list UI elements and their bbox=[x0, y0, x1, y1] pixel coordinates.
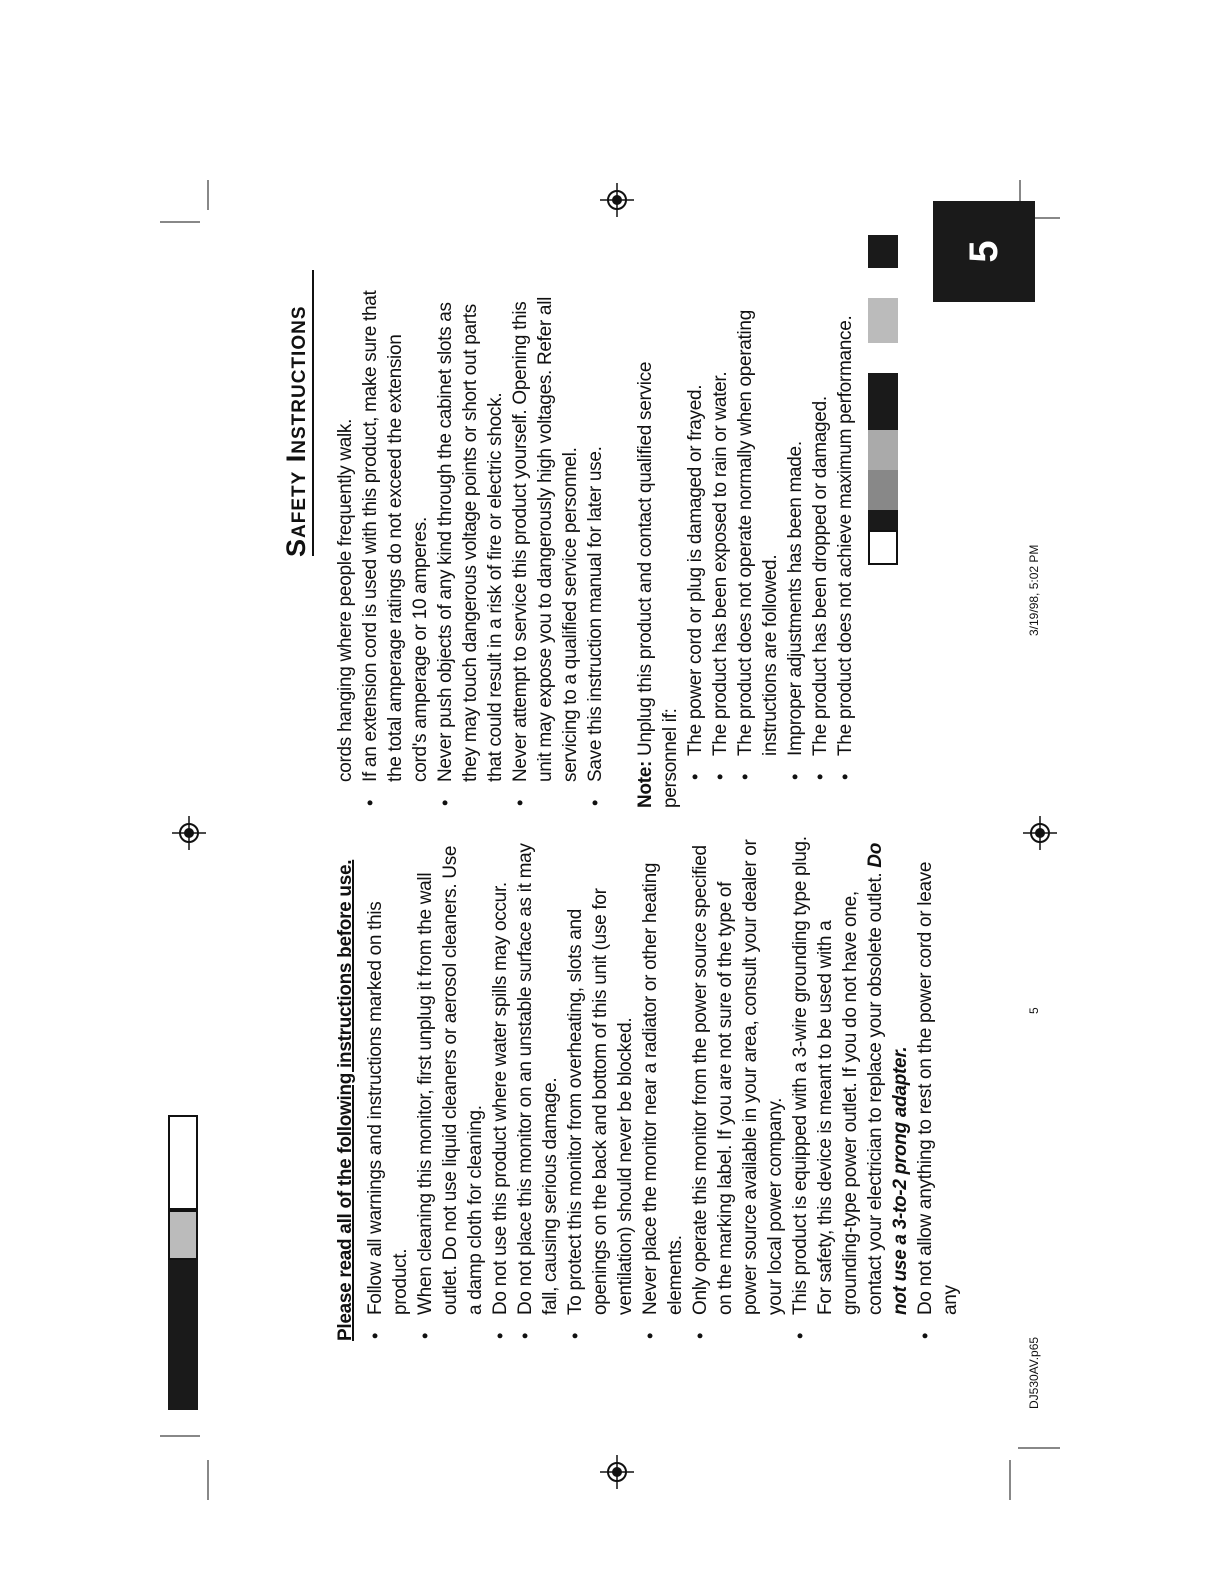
list-item: • The product has been exposed to rain or water. bbox=[710, 371, 731, 780]
list-item: • The power cord or plug is damaged or frayed. bbox=[685, 384, 706, 780]
list-item: • Save this instruction manual for later use. bbox=[585, 446, 606, 806]
right-column bbox=[333, 282, 858, 808]
bullet-icon: • bbox=[585, 799, 605, 806]
bullet-icon: • bbox=[490, 1332, 510, 1339]
bullet-icon: • bbox=[810, 773, 830, 780]
bullet-icon: • bbox=[640, 1332, 660, 1339]
list-item: • The product does not achieve maximum performance. bbox=[835, 315, 856, 780]
list-item: • When cleaning this monitor, first unplug it from the wall outlet. Do not use liquid cleaners or aerosol cleaners. Use a damp cloth for cleaning. bbox=[415, 845, 486, 1339]
bullet-icon: • bbox=[790, 1332, 810, 1339]
list-item: • The product does not operate normally when operating instructions are followed. bbox=[735, 310, 781, 780]
list-item: • Do not use this product where water spills may occur. bbox=[490, 882, 511, 1339]
title-rule bbox=[312, 270, 314, 556]
note-text: Unplug this product and contact qualified service personnel if: bbox=[635, 361, 681, 808]
list-item: • To protect this monitor from overheating, slots and openings on the back and bottom of this unit (use for ventilation) should never be blocked. bbox=[565, 888, 636, 1339]
bullet-icon: • bbox=[710, 773, 730, 780]
bullet-icon: • bbox=[835, 773, 855, 780]
bullet-icon: • bbox=[565, 1332, 585, 1339]
note bbox=[633, 282, 683, 808]
bullet-icon: • bbox=[365, 1332, 385, 1339]
bullet-icon: • bbox=[515, 1332, 535, 1339]
note-label: Note: bbox=[635, 760, 656, 808]
bullet-icon: • bbox=[685, 773, 705, 780]
bullet-icon: • bbox=[690, 1332, 710, 1339]
instruction-list bbox=[363, 836, 963, 1341]
bullet-icon: • bbox=[360, 799, 380, 806]
page-number-badge: 5 bbox=[933, 201, 1035, 302]
list-item: • This product is equipped with a 3-wire grounding type plug. For safety, this device is meant to be used with a grounding-type power outlet. If you do not have one, contact your electrician to replace your obsolete outlet. Do not use a 3-to-2 prong adapter. bbox=[790, 836, 911, 1339]
continuation-text: cords hanging where people frequently walk. bbox=[335, 418, 356, 782]
footer-timestamp: 3/19/98, 5:02 PM bbox=[1027, 544, 1041, 636]
instruction-list bbox=[358, 282, 608, 808]
footer-page: 5 bbox=[1027, 1007, 1041, 1014]
list-item: • Never push objects of any kind through the cabinet slots as they may touch dangerous voltage points or short out parts that could result in a risk of fire or electric shock. bbox=[435, 302, 506, 806]
plug-warning: Do not use a 3-to-2 prong adapter. bbox=[865, 842, 911, 1315]
list-item: • Never place the monitor near a radiator or other heating elements. bbox=[640, 862, 686, 1339]
list-item: • Improper adjustments has been made. bbox=[785, 441, 806, 780]
list-item: • Follow all warnings and instructions marked on this product. bbox=[365, 901, 411, 1339]
page-title: Safety Instructions bbox=[281, 305, 311, 557]
list-item: • The product has been dropped or damaged. bbox=[810, 396, 831, 780]
footer-file: DJ530AV.p65 bbox=[1027, 1336, 1041, 1409]
bullet-icon: • bbox=[785, 773, 805, 780]
bullet-icon: • bbox=[915, 1332, 935, 1339]
bullet-icon: • bbox=[735, 773, 755, 780]
bullet-icon: • bbox=[435, 799, 455, 806]
list-item: • Do not place this monitor on an unstable surface as it may fall, causing serious damage. bbox=[515, 843, 561, 1339]
list-item: • Only operate this monitor from the power source specified on the marking label. If you are not sure of the type of power source available in your area, consult your dealer or your local power company. bbox=[690, 839, 786, 1339]
note-list bbox=[683, 282, 858, 782]
bullet-icon: • bbox=[510, 799, 530, 806]
list-item: • If an extension cord is used with this product, make sure that the total amperage ratings do not exceed the extension cord's amperage or 10 amperes. bbox=[360, 290, 431, 806]
list-item: • Do not allow anything to rest on the power cord or leave any bbox=[915, 861, 961, 1339]
list-item: • Never attempt to service this product yourself. Opening this unit may expose you to dangerously high voltages. Refer all servicing to a qualified service personnel. bbox=[510, 296, 581, 806]
left-column bbox=[333, 836, 963, 1341]
bullet-icon: • bbox=[415, 1332, 435, 1339]
column-heading: Please read all of the following instructions before use. bbox=[335, 859, 356, 1341]
